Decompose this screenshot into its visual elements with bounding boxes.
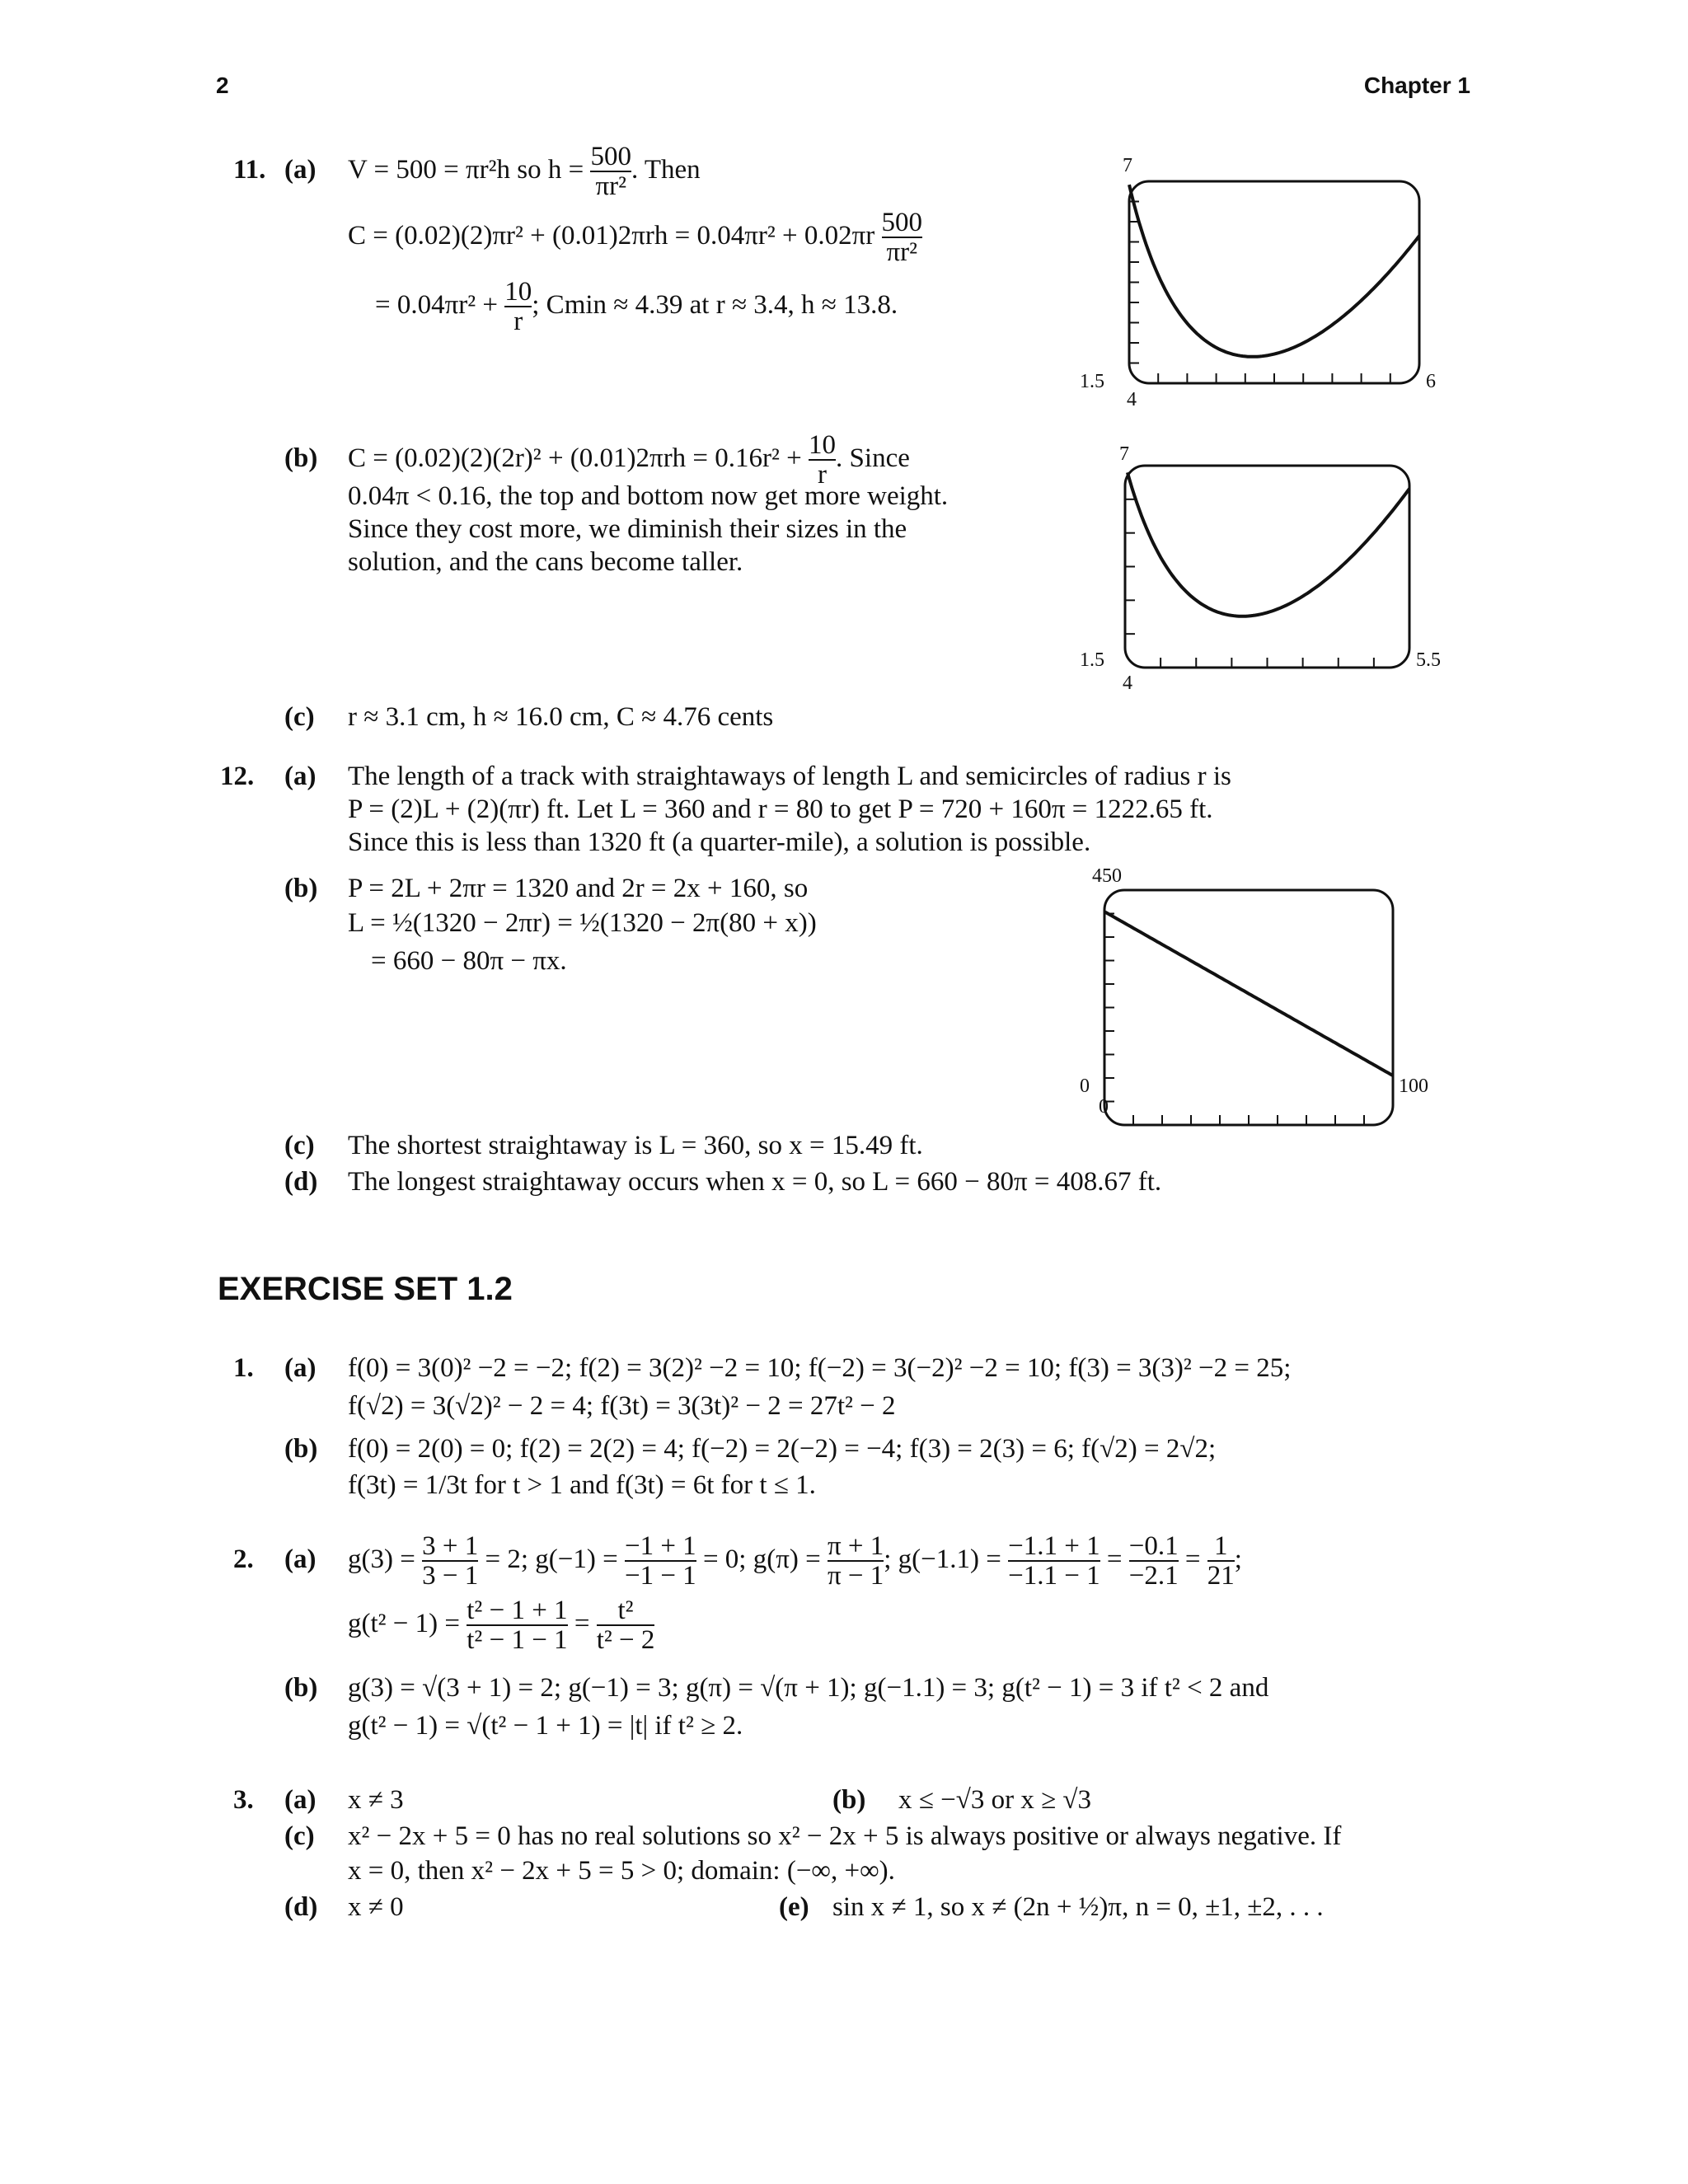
graph-11a (1080, 157, 1459, 412)
problem-11b-line4: solution, and the cans become taller. (348, 547, 743, 577)
problem-11b-line2: 0.04π < 0.16, the top and bottom now get more weight. (348, 481, 949, 511)
page-number: 2 (216, 73, 229, 98)
graph-11a-xmin-label: 1.5 (1080, 371, 1104, 392)
problem-12-number: 12. (220, 762, 255, 791)
exercise-1b-line2: f(3t) = 1/3t for t > 1 and f(3t) = 6t for t ≤ 1. (348, 1470, 816, 1500)
problem-11a-line2: C = (0.02)(2)πr² + (0.01)2πrh = 0.04πr² + 0.02πr $\frac{500}{\text{πr²}}$ (348, 208, 923, 268)
problem-12a-line2: P = (2)L + (2)(πr) ft. Let L = 360 and r = 80 to get P = 720 + 160π = 1222.65 ft. (348, 794, 1213, 824)
exercise-2b-line1: g(3) = √(3 + 1) = 2; g(−1) = 3; g(π) = √(π + 1); g(−1.1) = 3; g(t² − 1) = 3 if t² < 2 and (348, 1673, 1269, 1703)
exercise-2b-line2: g(t² − 1) = √(t² − 1 + 1) = |t| if t² ≥ 2. (348, 1711, 743, 1741)
exercise-3d-label: (d) (284, 1892, 318, 1922)
graph-12b-ymin-label: 0 (1099, 1096, 1109, 1118)
problem-11a-line1: V = 500 = πr²h so h = $\frac{500}{\text{πr²}}$ . Then (348, 142, 701, 202)
problem-12b-label: (b) (284, 874, 318, 903)
graph-11a-curve (1129, 185, 1419, 357)
problem-12b-line1: P = 2L + 2πr = 1320 and 2r = 2x + 160, so (348, 874, 809, 903)
chapter-title: Chapter 1 (1363, 73, 1470, 98)
exercise-2a-label: (a) (284, 1544, 316, 1574)
exercise-3-number: 3. (233, 1785, 254, 1815)
exercise-3b-text: x ≤ −√3 or x ≥ √3 (898, 1785, 1092, 1815)
exercise-3d-text: x ≠ 0 (348, 1892, 404, 1922)
problem-11c-label: (c) (284, 702, 315, 732)
graph-12b-xmin-label: 0 (1080, 1076, 1090, 1097)
exercise-3c-line2: x = 0, then x² − 2x + 5 = 5 > 0; domain: (−∞, +∞). (348, 1856, 895, 1886)
exercise-3e-label: (e) (779, 1892, 809, 1922)
exercise-2b-label: (b) (284, 1673, 318, 1703)
graph-11b-curve (1128, 472, 1409, 616)
problem-12d-label: (d) (284, 1167, 318, 1197)
exercise-2a-line1: g(3) = $\frac{3 + 1}{3 - 1}$ = 2; g(−1) = $\frac{-1 + 1}{-1 - 1}$ = 0; g(π) = $\frac{\pi + 1}{\pi - 1}$ ; g(−1.1) = $\frac{-1.1 + 1}{-1.1 - 1}$ = $\frac{-0.1}{-2.1}$ = $\frac{1}{21}$ ; (348, 1531, 1242, 1591)
graph-12b-ymax-label: 450 (1092, 865, 1122, 887)
problem-11a-label: (a) (284, 155, 316, 185)
exercise-3e-text: sin x ≠ 1, so x ≠ (2n + ½)π, n = 0, ±1, ±2, . . . (832, 1892, 1324, 1922)
problem-12b-line3: = 660 − 80π − πx. (371, 946, 567, 976)
exercise-1a-line1: f(0) = 3(0)² −2 = −2; f(2) = 3(2)² −2 = 10; f(−2) = 3(−2)² −2 = 10; f(3) = 3(3)² −2 = 25; (348, 1353, 1292, 1383)
graph-12b (1076, 861, 1463, 1133)
graph-12b-line (1104, 912, 1393, 1076)
graph-11b-xmin-label: 1.5 (1080, 649, 1104, 671)
exercise-3a-text: x ≠ 3 (348, 1785, 404, 1815)
problem-12a-label: (a) (284, 762, 316, 791)
problem-11c-text: r ≈ 3.1 cm, h ≈ 16.0 cm, C ≈ 4.76 cents (348, 702, 774, 732)
exercise-3c-line1: x² − 2x + 5 = 0 has no real solutions so x² − 2x + 5 is always positive or always negative. If (348, 1821, 1342, 1851)
problem-12c-label: (c) (284, 1131, 315, 1160)
exercise-1a-label: (a) (284, 1353, 316, 1383)
problem-12a-line1: The length of a track with straightaways of length L and semicircles of radius r is (348, 762, 1231, 791)
problem-11a-line3: = 0.04πr² + $\frac{10}{r}$ ; Cmin ≈ 4.39 at r ≈ 3.4, h ≈ 13.8. (375, 277, 898, 337)
problem-12d-text: The longest straightaway occurs when x = 0, so L = 660 − 80π = 408.67 ft. (348, 1167, 1162, 1197)
graph-12b-xmax-label: 100 (1399, 1076, 1428, 1097)
exercise-2a-line2: g(t² − 1) = $\frac{\text{t² − 1 + 1}}{\text{t² − 1 − 1}}$ = $\frac{\text{t²}}{\text{t² − 2}}$ (348, 1596, 655, 1656)
graph-12b-ticks (1104, 914, 1364, 1126)
graph-11a-ymin-label: 4 (1127, 389, 1137, 410)
section-title: EXERCISE SET 1.2 (218, 1271, 513, 1307)
exercise-3b-label: (b) (832, 1785, 866, 1815)
graph-11b-xmax-label: 5.5 (1416, 649, 1441, 671)
exercise-1a-line2: f(√2) = 3(√2)² − 2 = 4; f(3t) = 3(3t)² − 2 = 27t² − 2 (348, 1391, 896, 1421)
exercise-3c-label: (c) (284, 1821, 315, 1851)
exercise-1-number: 1. (233, 1353, 254, 1383)
problem-11b-label: (b) (284, 443, 318, 473)
graph-11a-xmax-label: 6 (1426, 371, 1436, 392)
graph-11a-ymax-label: 7 (1123, 157, 1132, 176)
problem-12a-line3: Since this is less than 1320 ft (a quarter-mile), a solution is possible. (348, 827, 1091, 857)
graph-11b (1080, 437, 1459, 692)
problem-11b-line1: C = (0.02)(2)(2r)² + (0.01)2πrh = 0.16r² + $\frac{10}{r}$ . Since (348, 430, 910, 490)
graph-11b-ticks (1125, 499, 1374, 668)
graph-11b-ymin-label: 4 (1123, 673, 1132, 692)
problem-11-number: 11. (233, 155, 266, 185)
graph-12b-frame (1104, 890, 1393, 1125)
problem-11b-line3: Since they cost more, we diminish their sizes in the (348, 514, 907, 544)
problem-12c-text: The shortest straightaway is L = 360, so x = 15.49 ft. (348, 1131, 923, 1160)
exercise-2-number: 2. (233, 1544, 254, 1574)
exercise-3a-label: (a) (284, 1785, 316, 1815)
exercise-1b-label: (b) (284, 1434, 318, 1464)
exercise-1b-line1: f(0) = 2(0) = 0; f(2) = 2(2) = 4; f(−2) = 2(−2) = −4; f(3) = 2(3) = 6; f(√2) = 2√2; (348, 1434, 1217, 1464)
graph-11b-ymax-label: 7 (1119, 443, 1129, 465)
problem-12b-line2: L = ½(1320 − 2πr) = ½(1320 − 2π(80 + x)) (348, 908, 817, 938)
